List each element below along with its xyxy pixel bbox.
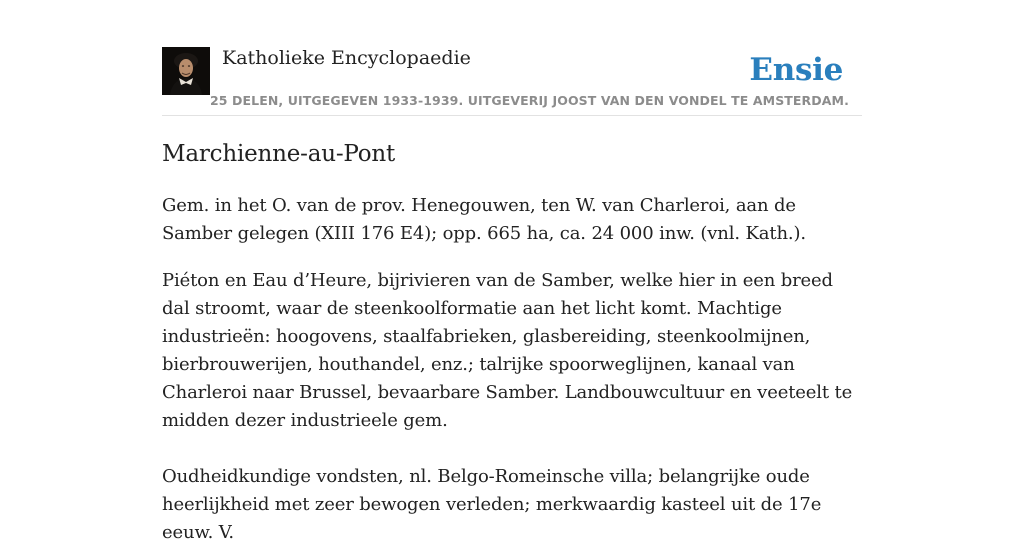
article-paragraph: Gem. in het O. van de prov. Henegouwen, ten W. van Charleroi, aan de Samber gelegen (XIII 176 E4); opp. 665 ha, ca. 24 000 inw. (vnl. Kath.). [162, 195, 806, 244]
article [162, 138, 862, 547]
avatar[interactable] [162, 47, 210, 95]
header-divider [162, 115, 862, 116]
article-paragraph: Piéton en Eau d’Heure, bijrivieren van de Samber, welke hier in een breed dal stroomt, waar de steenkoolformatie aan het licht komt. Machtige industrieën: hoogovens, staalfabrieken, glasbereiding, steenkoolmijnen, bierbrouwerijen, houthandel, enz.; talrijke spoorweglijnen, kanaal van Charleroi naar Brussel, bevaarbare Samber. Landbouwcultuur en veeteelt te midden dezer industrieele gem. [162, 270, 853, 431]
book-title[interactable]: Katholieke Encyclopaedie [222, 47, 471, 69]
brand-logo[interactable]: Ensie [749, 52, 843, 88]
book-subtitle: 25 DELEN, UITGEGEVEN 1933-1939. UITGEVERIJ JOOST VAN DEN VONDEL TE AMSTERDAM. [210, 93, 849, 108]
article-title: Marchienne-au-Pont [162, 141, 396, 167]
article-paragraph: Oudheidkundige vondsten, nl. Belgo-Romeinsche villa; belangrijke oude heerlijkheid met zeer bewogen verleden; merkwaardig kasteel uit de 17e eeuw. V. [162, 466, 822, 543]
portrait-icon [162, 47, 210, 95]
header [162, 46, 862, 116]
